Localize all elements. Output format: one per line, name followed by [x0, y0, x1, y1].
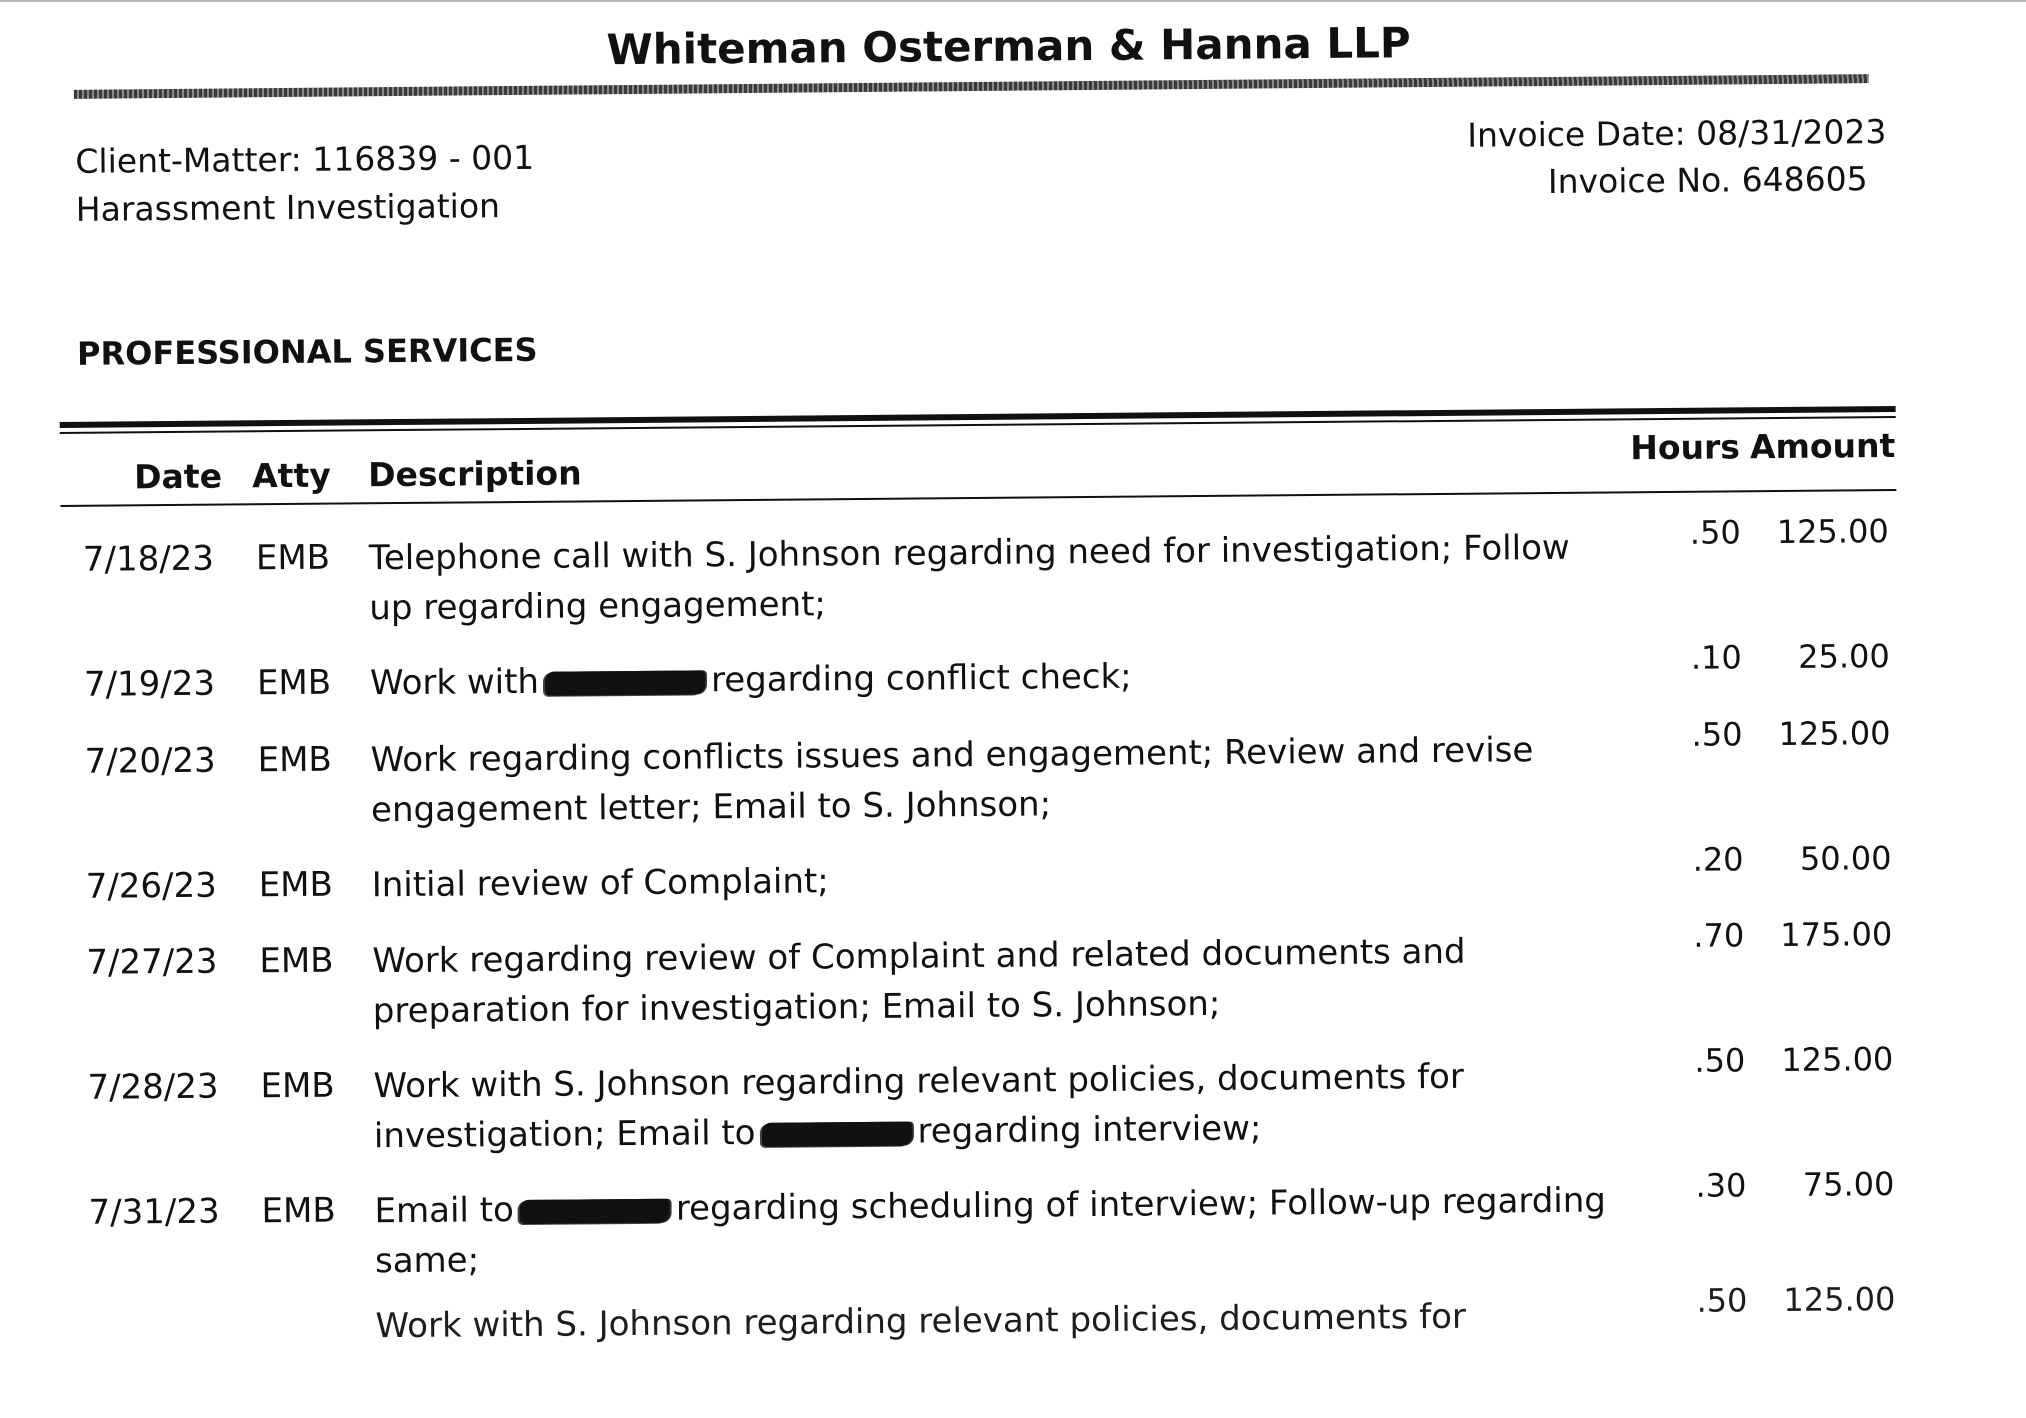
row-hours: .50: [1696, 1281, 1748, 1320]
column-header-description: Description: [367, 453, 582, 495]
description-line: preparation for investigation; Email to S. Johnson;: [372, 983, 1221, 1032]
row-description: [370, 724, 1611, 835]
description-line: up regarding engagement;: [369, 584, 827, 629]
description-line: engagement letter; Email to S. Johnson;: [370, 784, 1052, 831]
invoice-number: Invoice No. 648605: [1547, 159, 1868, 201]
row-hours: .30: [1695, 1166, 1747, 1205]
row-date: 7/26/23: [85, 865, 217, 907]
table-row: [64, 915, 1901, 1053]
description-line: Work regarding review of Complaint and related documents and: [372, 931, 1466, 982]
matter-description: Harassment Investigation: [75, 186, 501, 229]
invoice-document: [56, 0, 1907, 1347]
description-line: same;: [374, 1240, 480, 1282]
row-hours: .50: [1691, 715, 1743, 754]
description-line: Work with S. Johnson regarding relevant policies, documents for: [375, 1296, 1467, 1347]
column-header-atty: Atty: [251, 455, 331, 496]
row-date: 7/31/23: [88, 1191, 220, 1233]
row-hours: .20: [1692, 840, 1744, 879]
redaction-mark: [761, 1121, 911, 1146]
row-description: [369, 522, 1610, 633]
column-header-hours: Hours: [1630, 427, 1741, 468]
row-amount: 125.00: [1783, 1279, 1896, 1319]
section-title: PROFESSIONAL SERVICES: [76, 330, 538, 373]
row-amount: 125.00: [1776, 512, 1889, 552]
row-atty: EMB: [258, 864, 334, 906]
row-description: [375, 1290, 1615, 1351]
description-line: Work regarding conflicts issues and engagement; Review and revise: [370, 730, 1534, 781]
description-fragment: Work with: [369, 661, 540, 704]
row-hours: .10: [1690, 638, 1742, 677]
row-atty: EMB: [257, 739, 332, 781]
header-rule: [74, 74, 1869, 99]
row-amount: 75.00: [1802, 1165, 1895, 1204]
row-amount: 50.00: [1799, 839, 1892, 878]
row-amount: 25.00: [1798, 637, 1890, 676]
header-bottom-rule: [60, 489, 1896, 507]
row-description: [372, 925, 1613, 1036]
row-atty: EMB: [259, 940, 334, 982]
description-line: [370, 647, 1610, 708]
row-description: [373, 1050, 1614, 1161]
row-amount: 125.00: [1781, 1040, 1894, 1079]
row-date: 7/20/23: [84, 740, 216, 782]
row-atty: EMB: [260, 1065, 335, 1107]
redaction-mark: [520, 1198, 670, 1223]
row-description: [372, 849, 1612, 910]
column-header-date: Date: [133, 456, 223, 497]
table-row: [62, 714, 1899, 852]
row-atty: EMB: [261, 1190, 336, 1232]
row-hours: .70: [1693, 916, 1745, 955]
row-hours: .50: [1689, 513, 1741, 552]
description-fragment: regarding conflict check;: [710, 656, 1132, 701]
table-row: [67, 1279, 1904, 1418]
row-amount: 125.00: [1778, 714, 1891, 753]
description-line: Initial review of Complaint;: [371, 861, 829, 906]
row-description: [370, 647, 1610, 708]
row-amount: 175.00: [1780, 915, 1893, 954]
client-matter: Client-Matter: 116839 - 001: [75, 137, 535, 181]
invoice-date: Invoice Date: 08/31/2023: [1467, 112, 1887, 155]
description-fragment: Email to: [374, 1190, 515, 1232]
row-atty: EMB: [255, 537, 331, 579]
description-line: [374, 1100, 1614, 1161]
row-description: [374, 1175, 1615, 1286]
description-line: Work with S. Johnson regarding relevant policies, documents for: [373, 1056, 1465, 1107]
row-hours: .50: [1694, 1041, 1746, 1080]
description-fragment: investigation; Email to: [373, 1112, 756, 1157]
description-fragment: regarding interview;: [917, 1108, 1262, 1152]
row-date: 7/28/23: [87, 1066, 219, 1108]
table-row: [61, 512, 1898, 650]
redaction-mark: [545, 670, 705, 695]
description-fragment: regarding scheduling of interview; Follow-up regarding: [675, 1180, 1607, 1229]
row-date: 7/27/23: [86, 941, 218, 983]
table-row: [65, 1040, 1902, 1178]
firm-name: Whiteman Osterman & Hanna LLP: [606, 18, 1411, 75]
row-date: 7/19/23: [83, 663, 216, 705]
row-date: 7/18/23: [82, 538, 215, 580]
description-line: Telephone call with S. Johnson regarding need for investigation; Follow: [368, 527, 1570, 579]
row-atty: EMB: [256, 662, 332, 704]
column-header-amount: Amount: [1749, 425, 1896, 467]
